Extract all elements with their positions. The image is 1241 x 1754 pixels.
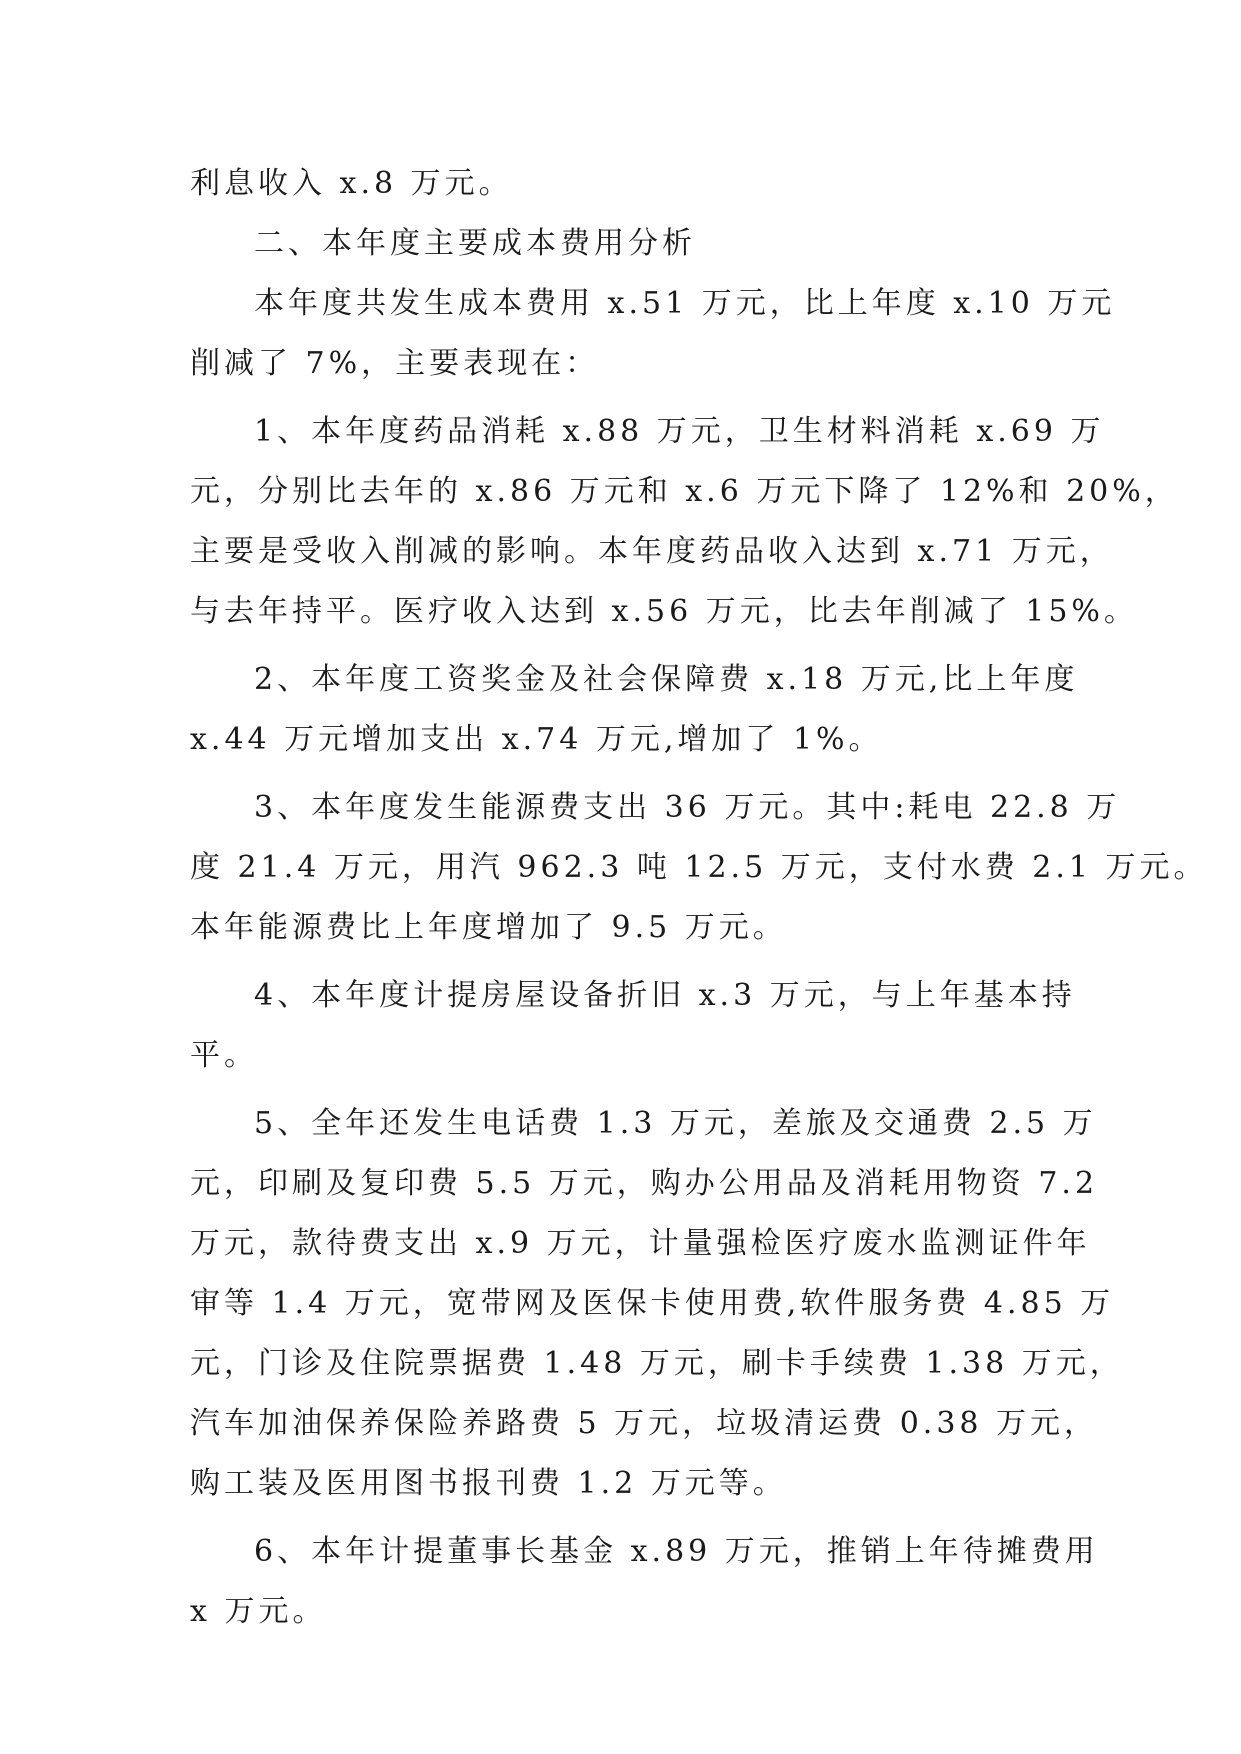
text-line: 元，分别比去年的 x.86 万元和 x.6 万元下降了 12%和 20%， [190, 474, 1179, 509]
text-line: 4、本年度计提房屋设备折旧 x.3 万元，与上年基本持 [254, 978, 1076, 1013]
text-line: 6、本年计提董事长基金 x.89 万元，推销上年待摊费用 [254, 1534, 1099, 1569]
text-line: 本年度共发生成本费用 x.51 万元，比上年度 x.10 万元 [254, 286, 1116, 321]
text-line: x 万元。 [190, 1594, 327, 1629]
text-line: 削减了 7%，主要表现在： [190, 346, 600, 381]
text-line: 与去年持平。医疗收入达到 x.56 万元，比去年削减了 15%。 [190, 594, 1138, 629]
text-line: x.44 万元增加支出 x.74 万元,增加了 1%。 [190, 722, 883, 757]
text-line: 主要是受收入削减的影响。本年度药品收入达到 x.71 万元， [190, 534, 1114, 569]
text-line: 1、本年度药品消耗 x.88 万元，卫生材料消耗 x.69 万 [254, 414, 1105, 449]
document-body [190, 154, 1208, 1642]
section-heading: 二、本年度主要成本费用分析 [254, 226, 696, 261]
text-line: 平。 [190, 1038, 258, 1073]
text-line: 利息收入 x.8 万元。 [190, 166, 513, 201]
text-line: 本年能源费比上年度增加了 9.5 万元。 [190, 910, 787, 945]
text-line: 5、全年还发生电话费 1.3 万元，差旅及交通费 2.5 万 [254, 1106, 1097, 1141]
text-line: 购工装及医用图书报刊费 1.2 万元等。 [190, 1466, 787, 1501]
text-line: 万元，款待费支出 x.9 万元，计量强检医疗废水监测证件年 [190, 1226, 1091, 1261]
text-line: 2、本年度工资奖金及社会保障费 x.18 万元,比上年度 [254, 662, 1079, 697]
text-line: 3、本年度发生能源费支出 36 万元。其中:耗电 22.8 万 [254, 790, 1121, 825]
text-line: 元，印刷及复印费 5.5 万元，购办公用品及消耗用物资 7.2 [190, 1166, 1099, 1201]
text-line: 审等 1.4 万元，宽带网及医保卡使用费,软件服务费 4.85 万 [190, 1286, 1115, 1321]
text-line: 度 21.4 万元，用汽 962.3 吨 12.5 万元，支付水费 2.1 万元。 [190, 850, 1208, 885]
text-line: 元，门诊及住院票据费 1.48 万元，刷卡手续费 1.38 万元， [190, 1346, 1124, 1381]
text-line: 汽车加油保养保险养路费 5 万元，垃圾清运费 0.38 万元， [190, 1406, 1099, 1441]
